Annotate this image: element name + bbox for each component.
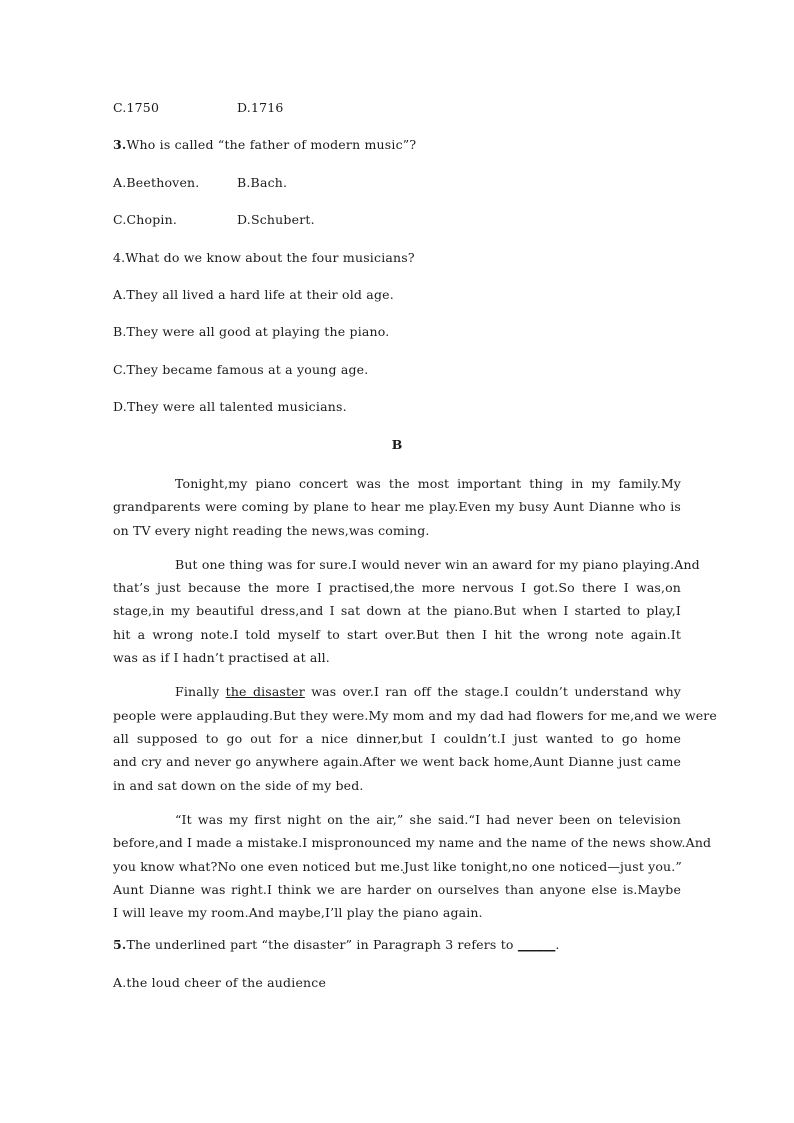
q3-text: Who is called “the father of modern music”? [126, 137, 417, 153]
passage-paragraph-1 [113, 472, 681, 542]
p3-text-post: was over.I ran off the stage.I couldn’t understand why [304, 684, 682, 700]
q5-end: . [555, 937, 560, 953]
p3-line: all supposed to go out for a nice dinner,but I couldn’t.I just wanted to go home [113, 730, 681, 746]
q4-option-b: B.They were all good at playing the piano. [113, 324, 390, 340]
passage-paragraph-4 [113, 808, 712, 925]
passage-paragraph-3 [113, 680, 717, 797]
p4-line: before,and I made a mistake.I mispronounced my name and the name of the news show.And [113, 835, 712, 851]
q3-option-d: D.Schubert. [237, 212, 315, 228]
q5-question [113, 935, 681, 972]
q2-option-c: C.1750 [113, 100, 160, 115]
q3-option-a: A.Beethoven. [113, 174, 200, 190]
q5-option-a: A.the loud cheer of the audience [113, 974, 327, 990]
p2-line: was as if I hadn’t practised at all. [113, 650, 330, 666]
p4-line: you know what?No one even noticed but me.Just like tonight,no one noticed—just you.” [113, 858, 682, 874]
q4-option-c: C.They became famous at a young age. [113, 361, 369, 377]
underlined-phrase: the disaster [225, 684, 305, 700]
q3-number: 3. [113, 137, 127, 153]
p2-line: But one thing was for sure.I would never win an award for my piano playing.And [175, 556, 700, 572]
q5-number: 5. [113, 937, 127, 953]
p1-line: grandparents were coming by plane to hear me play.Even my busy Aunt Dianne who is [113, 499, 681, 515]
q2-options-row [113, 98, 681, 135]
p3-line: people were applauding.But they were.My mom and my dad had flowers for me,and we were [113, 707, 717, 723]
q3-options-row-2 [113, 210, 681, 247]
q4-question: 4.What do we know about the four musicians? [113, 249, 415, 265]
p4-line: “It was my first night on the air,” she said.“I had never been on television [175, 811, 681, 827]
p4-line: Aunt Dianne was right.I think we are harder on ourselves than anyone else is.Maybe [113, 881, 681, 897]
p3-line: and cry and never go anywhere again.After we went back home,Aunt Dianne just came [113, 754, 681, 770]
q4-option-d: D.They were all talented musicians. [113, 399, 347, 415]
q5-text: The underlined part “the disaster” in Paragraph 3 refers to [126, 937, 518, 953]
p3-text-pre: Finally [175, 684, 226, 700]
p1-line: Tonight,my piano concert was the most important thing in my family.My [175, 475, 681, 491]
section-b-heading: B [391, 436, 403, 452]
q4-option-a: A.They all lived a hard life at their old age. [113, 286, 394, 302]
p3-line [113, 680, 681, 703]
p1-line: on TV every night reading the news,was coming. [113, 522, 430, 538]
q3-question [113, 135, 681, 172]
q2-option-d: D.1716 [237, 100, 284, 115]
p3-line: in and sat down on the side of my bed. [113, 777, 364, 793]
p2-line: hit a wrong note.I told myself to start over.But then I hit the wrong note again.It [113, 626, 681, 642]
p2-line: stage,in my beautiful dress,and I sat down at the piano.But when I started to play,I [113, 603, 681, 619]
q3-options-row-1 [113, 173, 681, 210]
p4-line: I will leave my room.And maybe,I’ll play the piano again. [113, 905, 483, 921]
passage-paragraph-2 [113, 553, 700, 670]
exam-page [113, 98, 717, 1010]
q3-option-b: B.Bach. [237, 174, 288, 190]
q3-option-c: C.Chopin. [113, 212, 178, 228]
answer-blank: ______ [517, 937, 556, 953]
p2-line: that’s just because the more I practised,the more nervous I got.So there I was,on [113, 580, 681, 596]
